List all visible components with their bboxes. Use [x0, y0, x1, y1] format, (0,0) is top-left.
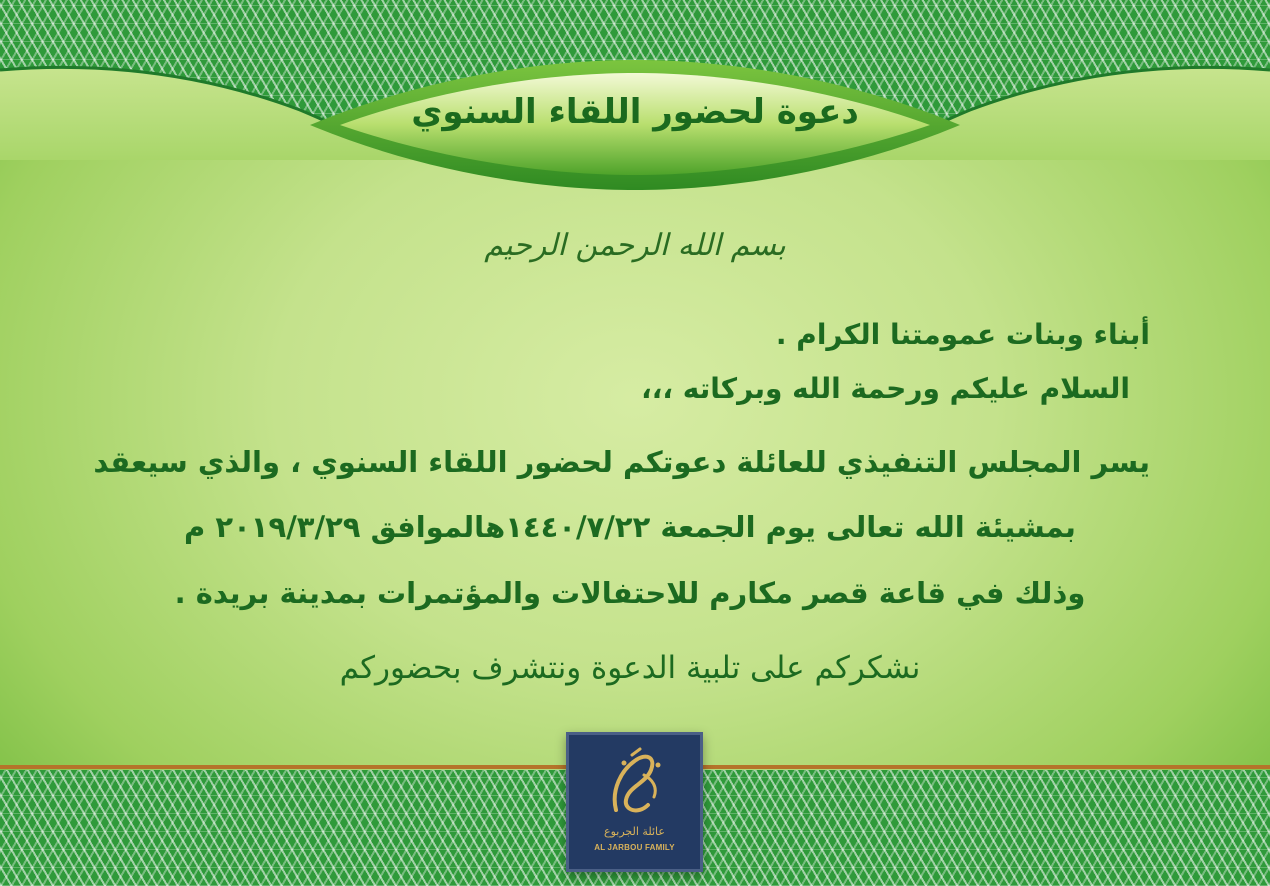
greeting-line: أبناء وبنات عمومتنا الكرام . [775, 318, 1150, 351]
family-logo [566, 732, 703, 872]
banner-title: دعوة لحضور اللقاء السنوي [411, 92, 859, 132]
calligraphy-emblem-icon [566, 735, 703, 825]
logo-english-name: AL JARBOU FAMILY [594, 843, 675, 852]
thanks-line: نشكركم على تلبية الدعوة ونتشرف بحضوركم [339, 650, 921, 686]
invitation-line: يسر المجلس التنفيذي للعائلة دعوتكم لحضور اللقاء السنوي ، والذي سيعقد [93, 445, 1150, 479]
basmala-calligraphy: بسم الله الرحمن الرحيم [484, 228, 786, 263]
venue-line: وذلك في قاعة قصر مكارم للاحتفالات والمؤتمرات بمدينة بريدة . [174, 576, 1086, 610]
logo-arabic-name: عائلة الجربوع [604, 825, 665, 838]
date-line: بمشيئة الله تعالى يوم الجمعة ١٤٤٠/٧/٢٢هالموافق ٢٠١٩/٣/٢٩ م [184, 510, 1076, 544]
salutation-line: السلام عليكم ورحمة الله وبركاته ،،، [641, 372, 1130, 405]
